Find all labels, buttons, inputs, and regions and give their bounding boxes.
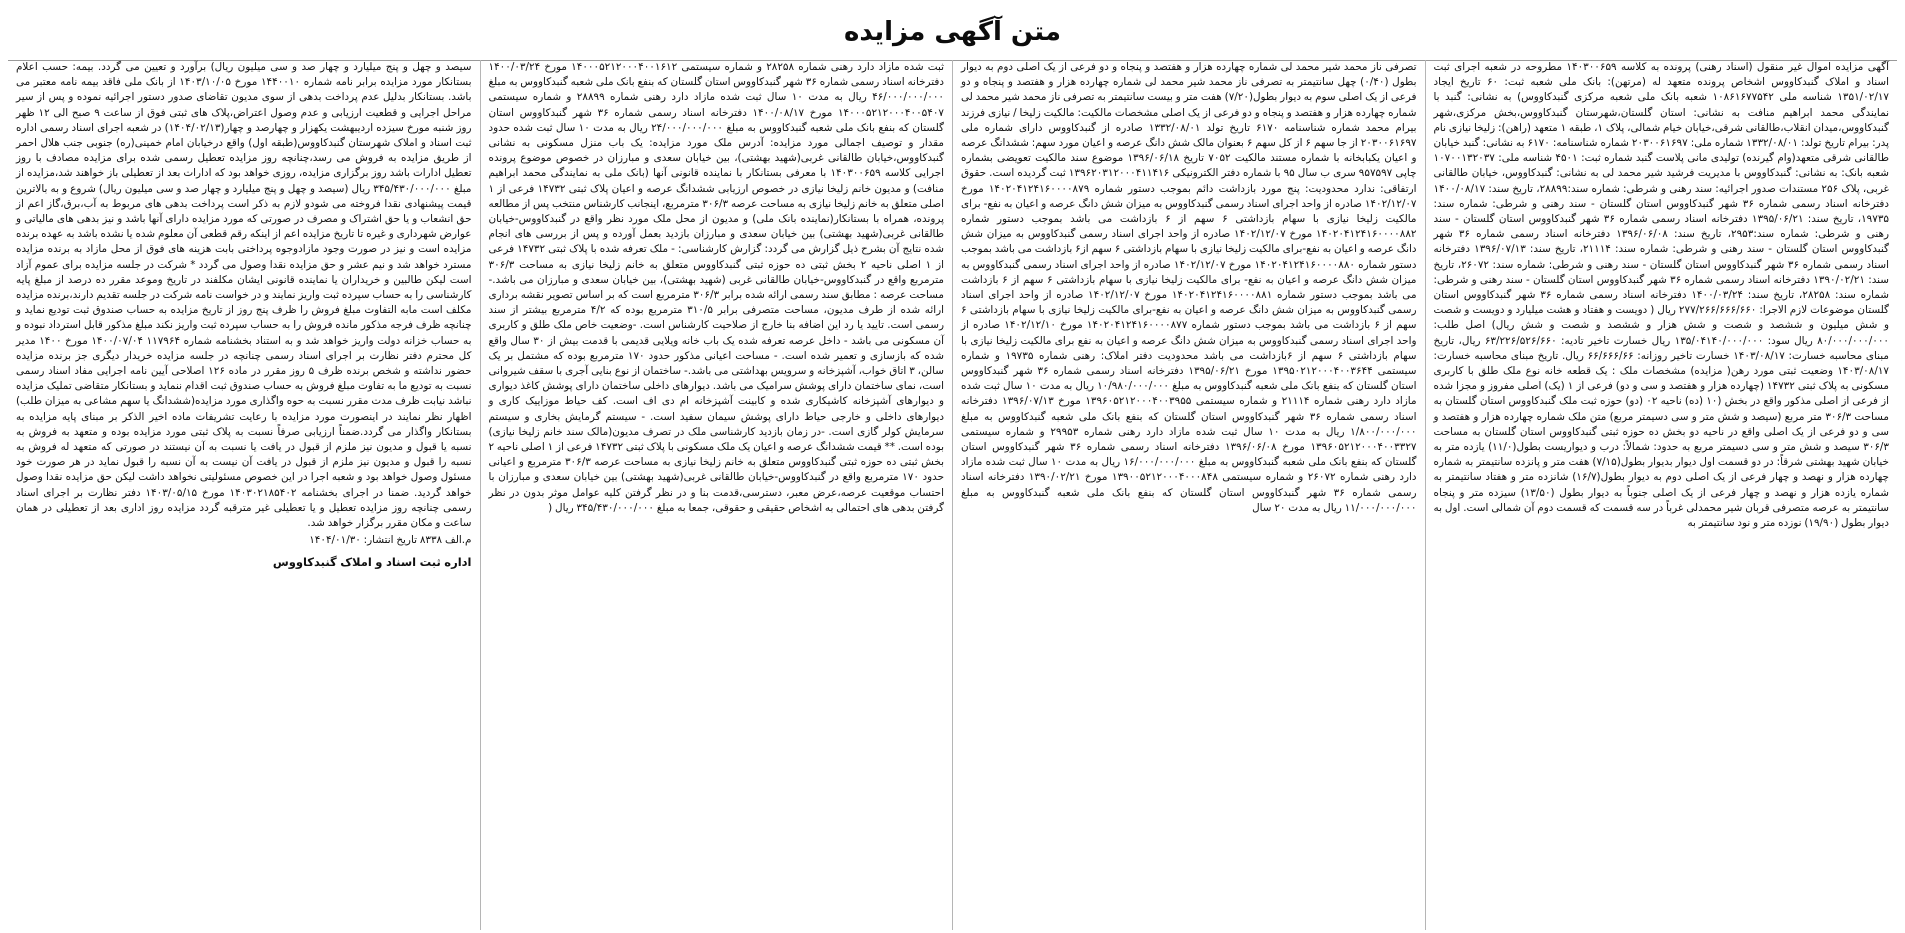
column-4 [8,60,480,930]
column-3-text: ثبت شده مازاد دارد رهنی شماره ۲۸۲۵۸ و شماره سیستمی ۱۴۰۰۰۵۲۱۲۰۰۰۴۰۰۱۶۱۲ مورخ ۱۴۰۰/۰۳/۲۴ دفترخانه اسناد رسمی شماره ۳۶ شهر گنبدکاووس استان گلستان که بنفع بانک ملی شعبه گنبدکاووس به مبلغ ۴۶/۰۰۰/۰۰۰/۰۰۰ ریال به مدت ۱۰ سال ثبت شده مازاد دارد رهنی شماره ۲۸۸۹۹ و شماره سیستمی ۱۴۰۰۰۵۲۱۲۰۰۰۴۰۰۵۴۰۷ مورخ ۱۴۰۰/۰۸/۱۷ دفترخانه اسناد رسمی شماره ۳۶ شهر گنبدکاووس استان گلستان که بنفع بانک ملی شعبه گنبدکاووس به مبلغ ۲۴/۰۰۰/۰۰۰/۰۰۰ ریال به مدت ۱۰ سال ثبت شده حدود مقدار و توصیف اجمالی مورد مزایده: آدرس ملک مورد مزایده: یک باب منزل مسکونی به نشانی گنبدکاووس،خیابان طالقانی غربی(شهید بهشتی)، بین خیابان سعدی و مبارزان در خصوص موضوع پرونده اجرایی کلاسه ۱۴۰۳۰۰۶۵۹ با معرفی بستانکار با نماینده قانونی آنها (بانک ملی به نمایندگی محمد ابراهیم منافت) و مدیون خانم زلیخا نیازی در خصوص ارزیابی ششدانگ عرصه و اعیان پلاک ثبتی ۱۴۷۳۲ فرعی از ۱ اصلی متعلق به خانم زلیخا نیازی به مساحت عرصه ۳۰۶/۳ مترمربع، اینجانب کارشناس منتخب پس از مطالعه پرونده، همراه با بستانکار(نماینده بانک ملی) و مدیون از محل ملک مورد نظر واقع در گنبدکاووس-خیابان طالقانی غربی(شهید بهشتی) بین خیابان سعدی و مبارزان بازدید بعمل آورده و پس از بررسی های انجام شده نتایج آن بشرح ذیل گزارش می گردد: گزارش کارشناسی: - ملک تعرفه شده با پلاک ثبتی ۱۴۷۳۲ فرعی از ۱ اصلی ناحیه ۲ بخش ثبتی ده حوزه ثبتی گنبدکاووس متعلق به خانم زلیخا نیازی به مساحت ۳۰۶/۳ مترمربع واقع در گنبدکاووس-خیابان طالقانی غربی (شهید بهشتی)، بین خیابان سعدی و مبارزان می باشد.- مساحت عرصه : مطابق سند رسمی ارائه شده برابر ۳۰۶/۳ مترمربع است که بر اساس تصویر نقشه برداری ارائه شده از طرف مدیون، مساحت متصرفی برابر ۳۱۰/۵ مترمربع بوده که ۴/۲ مترمربع بیشتر از سند رسمی است. تایید یا رد این اضافه بنا خارج از صلاحیت کارشناس است. -وضعیت خاص ملک طلق و کاربری آن مسکونی می باشد - داخل عرصه تعرفه شده یک باب خانه ویلایی قدیمی با قدمت بیش از ۳۰ سال واقع شده که بازسازی و تعمیر شده است. - مساحت اعیانی مذکور حدود ۱۷۰ مترمربع بوده که مشتمل بر یک سالن، ۳ اتاق خواب، آشپزخانه و سرویس بهداشتی می باشد.- ساختمان از نوع بنایی آجری با سقف شیروانی است، نمای ساختمان دارای پوشش سرامیک می باشد. دیوارهای داخلی ساختمان دارای پوشش کاغذ دیواری و دیوارهای آشپزخانه کاشیکاری شده و کابینت آشپزخانه ام دی اف است. کف حیاط موزاییک کاری و دیوارهای داخلی و خارجی حیاط دارای پوشش سیمان سفید است. - سیستم گرمایش بخاری و سیستم سرمایش کولر گازی است. -در زمان بازدید کارشناسی ملک در تصرف مدیون(مالک سند خانم زلیخا نیازی) بوده است. ** قیمت ششدانگ عرصه و اعیان یک ملک مسکونی با پلاک ثبتی ۱۴۷۳۲ فرعی از ۱ اصلی ناحیه ۲ بخش ثبتی ده حوزه ثبتی گنبدکاووس متعلق به خانم زلیخا نیازی به مساحت عرصه ۳۰۶/۳ مترمربع و اعیانی حدود ۱۷۰ مترمربع واقع در گنبدکاووس-خیابان طالقانی غربی(شهید بهشتی) بین خیابان سعدی و مبارزان با احتساب موقعیت عرصه،عرض معبر، دسترسی،قدمت بنا و در نظر گرفتن کلیه عوامل موثر بدون در نظر گرفتن بدهی های احتمالی به اشخاص حقیقی و حقوقی، جمعا به مبلغ ۳۴۵/۴۳۰/۰۰۰/۰۰۰ ریال ( [488,61,945,514]
column-1-text: آگهی مزایده اموال غیر منقول (اسناد رهنی) پرونده به کلاسه ۱۴۰۳۰۰۶۵۹ مطروحه در شعبه اجرای ثبت اسناد و املاک گنبدکاووس اشخاص پرونده متعهد له (مرتهن): بانک ملی شعبه ثبت: ۶۰ تاریخ ایجاد ۱۳۵۱/۰۲/۱۷ شناسه ملی ۱۰۸۶۱۶۷۷۵۴۲ شعبه بانک ملی شعبه مرکزی گنبدکاووس) به نشانی: گنبد با نمایندگی محمد ابراهیم منافت به نشانی: استان گلستان،شهرستان گنبدکاووس،بخش مرکزی،شهر گنبدکاووس،میدان انقلاب،طالقانی شرقی،خیابان خیام شمالی، پلاک ۱، طبقه ۱ متعهد (راهن): زلیخا نیازی نام پدر: بیرام تاریخ تولد: ۱۳۳۲/۰۸/۰۱ شماره ملی: ۲۰۳۰۰۶۱۶۹۷ شماره شناسنامه: ۶۱۷۰ به نشانی: گنبد خیابان طالقانی شرقی متعهد(وام گیرنده) تولیدی مانی پلاست گنبد شماره ثبت: ۴۵۰۱ شناسه ملی: ۱۰۷۰۰۱۳۲۰۳۷ شعبه بانک: به نشانی: گنبدکاووس با مدیریت فرشید شیر محمد لی به نشانی: گنبدکاووس، خیابان طالقانی غربی، پلاک ۲۵۶ مستندات صدور اجرائیه: سند رهنی و شرطی: شماره سند:۲۸۸۹۹، تاریخ سند: ۱۴۰۰/۰۸/۱۷ دفترخانه اسناد رسمی شماره ۳۶ شهر گنبدکاووس استان گلستان - سند رهنی و شرطی: شماره سند: ۱۹۷۳۵، تاریخ سند: ۱۳۹۵/۰۶/۲۱ دفترخانه اسناد رسمی شماره ۳۶ شهر گنبدکاووس استان گلستان - سند رهنی و شرطی: شماره سند:۲۹۵۳، تاریخ سند: ۱۳۹۶/۰۶/۰۸ دفترخانه اسناد رسمی شماره ۳۶ شهر گنبدکاووس استان گلستان - سند رهنی و شرطی: شماره سند: ۲۱۱۱۴، تاریخ سند: ۱۳۹۶/۰۷/۱۳ دفترخانه اسناد رسمی شماره ۳۶ شهر گنبدکاووس استان گلستان - سند رهنی و شرطی: شماره سند: ۲۶۰۷۲، تاریخ سند: ۱۳۹۰/۰۲/۲۱ دفترخانه اسناد رسمی شماره ۳۶ شهر گنبدکاووس استان گلستان - سند رهنی و شرطی: شماره سند: ۲۸۲۵۸، تاریخ سند: ۱۴۰۰/۰۳/۲۴ دفترخانه اسناد رسمی شماره ۳۶ شهر گنبدکاووس استان گلستان موضوعات لازم الاجرا: ۲۷۷/۲۶۶/۶۶۶/۶۶۰ ریال ( دویست و هفتاد و هشت میلیارد و دویست و شصت و شش میلیون و ششصد و شصت و شش هزار و ششصد و شصت و شش ریال) اصل طلب: ۸۰/۰۰۰/۰۰۰/۰۰۰ ریال سود: ۱۳۵/۰۴۱۴۰/۰۰۰/۰۰۰ ریال خسارت تاخیر تادیه: ۶۳/۲۲۶/۵۲۶/۶۶۰ ریال، تاریخ مبنای محاسبه خسارت: ۱۴۰۳/۰۸/۱۷ خسارت تاخیر روزانه: ۶۶/۶۶۶/۶۶ ریال. تاریخ مبنای محاسبه خسارت: ۱۴۰۳/۰۸/۱۷ وضعیت ثبتی مورد رهن( مزایده) مشخصات ملک : یک قطعه خانه نوع ملک طلق با کاربری مسکونی به پلاک ثبتی ۱۴۷۳۲ (چهارده هزار و هفتصد و سی و دو) فرعی از ۱ (یک) اصلی مفروز و مجزا شده از فرعی از اصلی مذکور واقع در بخش (۱۰ (ده) ناحیه ۰۲ (دو) حوزه ثبت ملک گنبدکاووس استان گلستان به مساحت ۳۰۶/۳ متر مربع (سیصد و شش متر و سی دسیمتر مربع) متن ملک شماره چهارده هزار و هفتصد و سی و دو فرعی از یک اصلی واقع در ناحیه دو بخش ده حوزه ثبتی گنبدکاووس استان گلستان به مساحت ۳۰۶/۳ سیصد و شش متر و سی دسیمتر مربع به حدود: شمالاً: درب و دیواریست بطول(۱۱/۰) یازده متر به خیابان شهید بهشتی شرقاً: در دو قسمت اول دیوار بدیوار بطول(۷/۱۵) هفت متر و پانزده سانتیمتر به شماره چهارده هزار و نهصد و چهار فرعی از یک اصلی دوم به دیوار بطول(۱۶/۷) شانزده متر و هفتاد سانتیمتر به شماره یازده هزار و نهصد و چهار فرعی از یک اصلی جنوباً به دیوار بطول (۱۳/۵۰) سیزده متر و پنجاه سانتیمتر به عرصه متصرفی قربان شیر محمدلی غرباً در سه قسمت که قسمت دوم آن شمالی است. اول به دیوار بطول (۱۹/۹۰) نوزده متر و نود سانتیمتر به [1433,61,1890,530]
text-columns [8,60,1897,930]
column-1 [1425,60,1898,930]
issuer-signature: اداره ثبت اسناد و املاک گنبدکاووس [272,554,472,569]
column-3 [480,60,953,930]
column-2 [952,60,1425,930]
column-4-text: سیصد و چهل و پنج میلیارد و چهار صد و سی میلیون ریال) برآورد و تعیین می گردد. بیمه: حسب اعلام بستانکار مورد مزایده برابر نامه شماره ۱۴۴۰۰۱۰ مورخ ۱۴۰۳/۱۰/۰۵ از بانک ملی فاقد بیمه نامه معتبر می باشد. بستانکار بدلیل عدم پرداخت بدهی از سوی مدیون تقاضای صدور دستور اجرائیه نموده و پس از سیر مراحل اجرایی و قطعیت ارزیابی و عدم وصول اعتراض،پلاک های ثبتی فوق از ساعت ۹ صبح الی ۱۲ ظهر روز شنبه مورخ سیزده اردیبهشت یکهزار و چهارصد و چهار(۱۴۰۴/۰۲/۱۳) در شعبه اجرای اسناد رسمی اداره ثبت اسناد و املاک شهرستان گنبدکاووس(طبقه اول) واقع درخیابان امام خمینی(ره) جنوبی جنب هلال احمر از طریق مزایده به فروش می رسد،چنانچه روز مزایده تعطیل رسمی شده برای مزایده مصادف با روز تعطیل ادارات باشد روز برگزاری مزایده، روزی خواهد بود که ادارات بعد از تعطیلی باز خواهند شد،مزایده از مبلغ ۳۴۵/۴۳۰/۰۰۰/۰۰۰ ریال (سیصد و چهل و پنج میلیارد و چهار صد و سی میلیون ریال) شروع و به بالاترین قیمت پیشنهادی نقدا فروخته می شودو لازم به ذکر است پرداخت بدهی های مربوط به آب،برق،گاز اعم از حق انشعاب و یا حق اشتراک و مصرف در صورتی که مورد مزایده دارای آنها باشد و نیز بدهی های مالیاتی و عوارض شهرداری و غیره تا تاریخ مزایده اعم از اینکه رقم قطعی آن معلوم شده یا نشده باشد به عهده برنده مزایده است و نیز در صورت وجود مازادوجوه پرداختی بابت هزینه های فوق از محل مازاد به برنده مزایده مسترد خواهد شد و نیم عشر و حق مزایده نقدا وصول می گردد * شرکت در جلسه مزایده برای عموم آزاد است لیکن طالبین و خریداران یا نماینده قانونی ایشان مکلفند در تاریخ وموعد مقرر ده درصد از مبلغ پایه کارشناسی را به حساب سپرده ثبت واریز نمایند و در خواست نامه شرکت در جلسه تقدیم دارند،برنده مزایده مکلف است مابه التفاوت مبلغ فروش را ظرف پنج روز از تاریخ مزایده به حساب صندوق ثبت تودیع نماید و چنانچه ظرف فرجه مذکور مانده فروش را به حساب سپرده ثبت واریز نکند مبلغ مذکور قابل استرداد نبوده و به حساب خزانه دولت واریز خواهد شد و به استناد بخشنامه شماره ۱۱۷۹۶۴ ۱۴۰۰/۰۷/۰۴ مورخ ۱۴۰۰ مدیر کل محترم دفتر نظارت بر اجرای اسناد رسمی چنانچه در جلسه مزایده خریدار دیگری جز برنده مزایده حضور نداشته و شخص برنده ظرف ۵ روز مقرر در ماده ۱۲۶ اصلاحی آیین نامه اجرایی مفاد اسناد رسمی نسبت به تودیع ما به تفاوت مبلغ فروش به حساب صندوق ثبت اقدام ننماید و بستانکار متقاضی تملیک مزایده نباشد نیابت ظرف مدت مقرر نسبت به حوه واگذاری مورد مزایده(ششدانگ یا سهم مشاعی به میزان طلب) اظهار نظر نمایند در اینصورت مورد مزایده با رعایت تشریفات ماده اخیر الذکر بر مبنای پایه مزایده به بستانکار واگذار می گردد.ضمناً ارزیابی صرفاً نسبت به پلاک ثبتی مورد مزایده بوده و متعهد به فروش به نسبه یا قبول و مدیون نیز ملزم از قبول در یافت یا نسبت به آن نیستند در صورتی که متعهد له فروش به نسبه را قبول و مدیون نیز ملزم از قبول در یافت آن نیست به آن نسبه را قبول نماید در هر صورت خود مسئول وصول خواهد بود و شعبه اجرا در این خصوص مسئولیتی نخواهد داشت لیکن حق مزایده نقدا وصول خواهد گردید. ضمنا در اجرای بخشنامه ۱۴۰۳۰۲۱۸۵۴۰۲ مورخ ۱۴۰۳/۰۵/۱۵ دفتر نظارت بر اجرای اسناد رسمی چنانچه روز مزایده تعطیل و یا تعطیلی غیر مترقبه گردد مزایده روز اداری بعد از تعطیلی در همان ساعت و مکان مقرر برگزار خواهد شد. [16,61,472,530]
page-title: متن آگهی مزایده [8,4,1897,61]
publication-meta: م.الف ۸۳۳۸ تاریخ انتشار: ۱۴۰۴/۰۱/۳۰ [309,534,472,547]
column-2-text: تصرفی ناز محمد شیر محمد لی شماره چهارده هزار و هفتصد و پنجاه و دو فرعی از یک اصلی دوم به دیوار بطول (۰/۴۰) چهل سانتیمتر به تصرفی ناز محمد شیر محمد لی شماره چهارده هزار و هفتصد و پنجاه و دو فرعی از یک اصلی سوم به دیوار بطول(۷/۲۰) هفت متر و بیست سانتیمتر به تصرفی ناز محمد شیر محمد لی شماره چهارده هزار و هفتصد و پنجاه و دو فرعی از یک اصلی مشخصات مالکیت: مالکیت زلیخا / نیازی فرزند بیرام محمد شماره شناسنامه ۶۱۷۰ تاریخ تولد ۱۳۳۲/۰۸/۰۱ صادره از گنبدکاووس دارای شماره ملی ۲۰۳۰۰۶۱۶۹۷ از جا سهم ۶ از کل سهم ۶ بعنوان مالک شش دانگ عرصه و اعیان مورد سهم: ششدانگ عرصه و اعیان یکبابخانه با شماره مستند مالکیت ۷۰۵۲ تاریخ ۱۳۹۶/۰۶/۱۸ موضوع سند مالکیت تعویضی بشماره چاپی ۹۵۷۵۹۷ سری ب سال ۹۵ با شماره دفتر الکترونیکی ۱۳۹۶۲۰۳۱۲۰۰۰۴۱۱۴۱۶ ثبت گردیده است. حقوق ارتفاقی: ندارد محدودیت: پنج مورد بازداشت دائم بموجب دستور شماره ۱۴۰۲۰۴۱۲۴۱۶۰۰۰۰۸۷۹ مورخ ۱۴۰۲/۱۲/۰۷ صادره از واحد اجرای اسناد رسمی گنبدکاووس به میزان شش دانگ عرصه و اعیان به نفع- برای مالکیت زلیخا نیازی با سهام بازداشتی ۶ سهم از ۶ بازداشت می باشد بموجب دستور شماره ۱۴۰۲۰۴۱۲۴۱۶۰۰۰۰۸۸۲ مورخ ۱۴۰۲/۱۲/۰۷ صادره از واحد اجرای اسناد رسمی گنبدکاووس به میزان شش دانگ عرصه و اعیان به نفع-برای مالکیت زلیخا نیازی با سهام بازداشتی ۶ سهم از۶ بازداشت می باشد بموجب دستور شماره ۱۴۰۲۰۴۱۲۴۱۶۰۰۰۰۸۸۰ مورخ ۱۴۰۲/۱۲/۰۷ صادره از واحد اجرای اسناد رسمی گنبدکاووس به میزان شش دانگ عرصه و اعیان به نفع- برای مالکیت زلیخا نیازی با سهام بازداشتی ۶ سهم از ۶ بازداشت می باشد بموجب دستور شماره ۱۴۰۲۰۴۱۲۴۱۶۰۰۰۰۸۸۱ مورخ ۱۴۰۲/۱۲/۰۷ صادره از واحد اجرای اسناد رسمی گنبدکاووس به میزان شش دانگ عرصه و اعیان به نفع-برای مالکیت زلیخا نیازی با سهام بازداشتی ۶ سهم از ۶ بازداشت می باشد بموجب دستور شماره ۱۴۰۲۰۴۱۲۴۱۶۰۰۰۰۸۷۷ مورخ ۱۴۰۲/۱۲/۱۰ صادره از واحد اجرای اسناد رسمی گنبدکاووس به میزان شش دانگ عرصه و اعیان به نفع برای مالکیت زلیخا نیازی با سهام بازداشتی ۶ سهم از ۶بازداشت می باشد محدودیت دفتر املاک: رهنی شماره ۱۹۷۳۵ و شماره سیستمی ۱۳۹۵۰۲۱۲۰۰۰۴۰۰۳۶۴۴ مورخ ۱۳۹۵/۰۶/۲۱ دفترخانه اسناد رسمی شماره ۳۶ شهر گنبدکاووس استان گلستان که بنفع بانک ملی شعبه گنبدکاووس به مبلغ ۱۰/۹۸۰/۰۰۰/۰۰۰ ریال به مدت ۱۰ سال ثبت شده مازاد دارد رهنی شماره ۲۱۱۱۴ و شماره سیستمی ۱۳۹۶۰۵۲۱۲۰۰۰۴۰۰۳۹۵۵ مورخ ۱۳۹۶/۰۷/۱۳ دفترخانه اسناد رسمی شماره ۳۶ شهر گنبدکاووس استان گلستان که بنفع بانک ملی شعبه گنبدکاووس به مبلغ ۱/۸۰۰/۰۰۰/۰۰۰ ریال به مدت ۱۰ سال ثبت شده مازاد دارد رهنی شماره ۲۹۹۵۳ و شماره سیستمی ۱۳۹۶۰۵۲۱۲۰۰۰۴۰۰۳۳۲۷ مورخ ۱۳۹۶/۰۶/۰۸ دفترخانه اسناد رسمی شماره ۳۶ شهر گنبدکاووس استان گلستان که بنفع بانک ملی شعبه گنبدکاووس به مبلغ ۱۶/۰۰۰/۰۰۰/۰۰۰ ریال به مدت ۱۰ سال ثبت شده مازاد دارد رهنی شماره ۲۶۰۷۲ و شماره سیستمی ۱۳۹۰۰۵۲۱۲۰۰۰۴۰۰۰۸۴۸ مورخ ۱۳۹۰/۰۲/۲۱ دفترخانه اسناد رسمی شماره ۳۶ شهر گنبدکاووس استان گلستان که بنفع بانک ملی شعبه گنبدکاووس به مبلغ ۱۱/۰۰۰/۰۰۰/۰۰۰ ریال به مدت ۲۰ سال [961,61,1417,514]
